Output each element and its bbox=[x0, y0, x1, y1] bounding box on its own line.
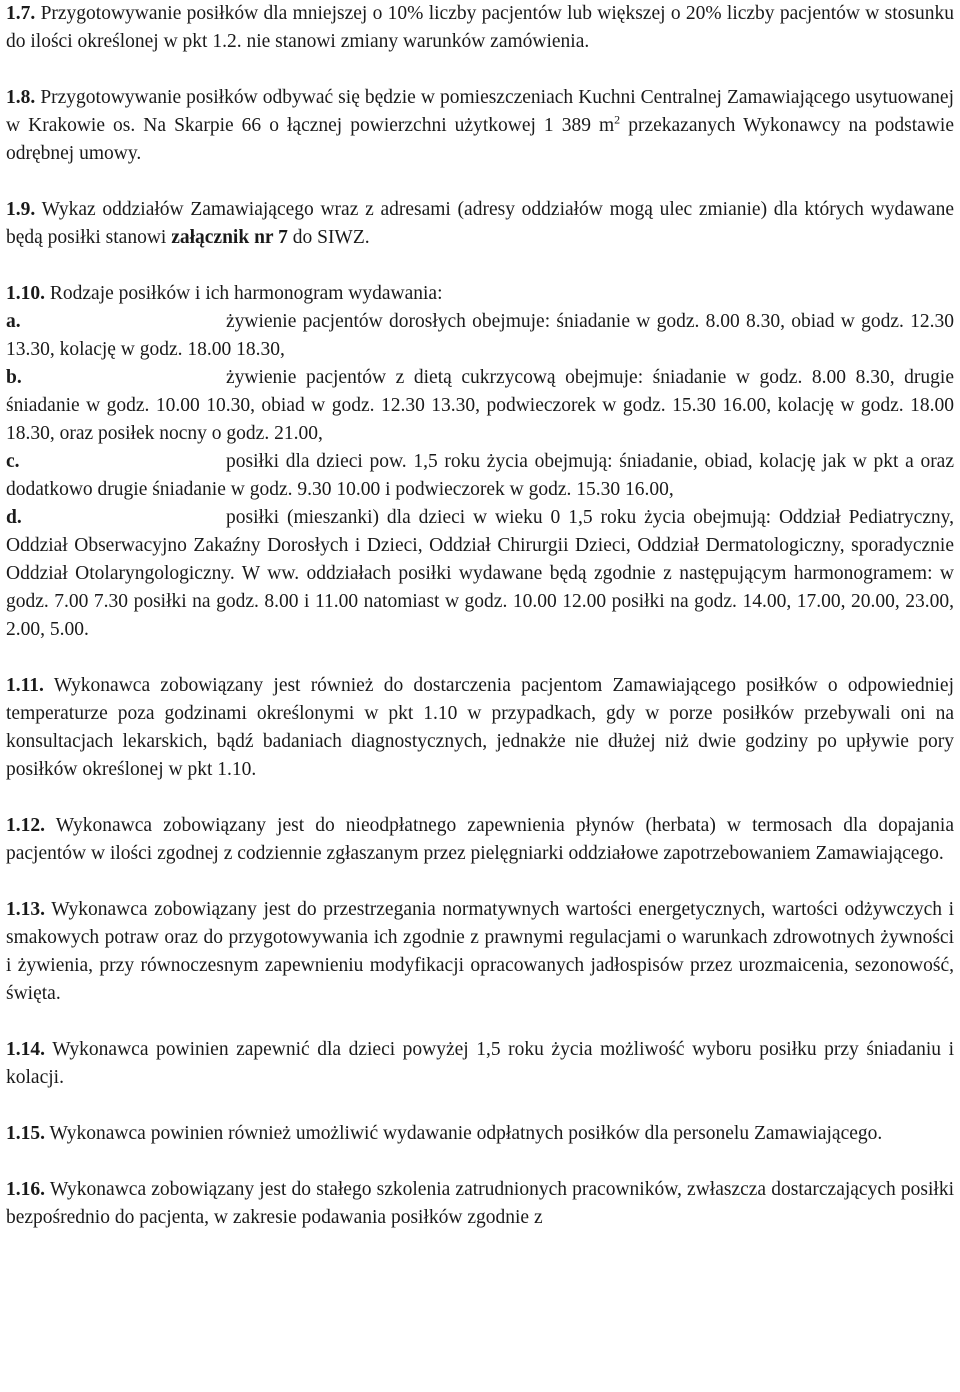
section-text: Rodzaje posiłków i ich harmonogram wydawania: bbox=[49, 283, 443, 304]
section-number: 1.12. bbox=[6, 815, 45, 836]
section-1-16 bbox=[6, 1176, 954, 1232]
document-page bbox=[6, 0, 954, 1232]
list-label: a. bbox=[6, 311, 21, 332]
list-label: d. bbox=[6, 507, 22, 528]
list-label: b. bbox=[6, 367, 22, 388]
section-number: 1.9. bbox=[6, 199, 36, 220]
section-text: Wykonawca zobowiązany jest do przestrzegania normatywnych wartości energetycznych, wartości odżywczych i smakowych potraw oraz do przygotowywania ich zgodnie z prawnymi regulacjami o warunkach zdrowotnych żywności i żywienia, przy równoczesnym zapewnieniu modyfikacji opracowanych jadłospisów przez urozmaicenia, sezonowość, święta. bbox=[6, 899, 954, 1004]
section-number: 1.8. bbox=[6, 87, 36, 108]
section-number: 1.13. bbox=[6, 899, 45, 920]
list-text: żywienie pacjentów dorosłych obejmuje: śniadanie w godz. 8.00 8.30, obiad w godz. 12.30 13.30, kolację w godz. 18.00 18.30, bbox=[6, 311, 954, 360]
section-text-cont: przekazanych Wykonawcy na podstawie odrębnej umowy. bbox=[6, 115, 954, 164]
section-1-7 bbox=[6, 0, 954, 56]
section-number: 1.10. bbox=[6, 283, 45, 304]
section-text: Wykonawca zobowiązany jest do nieodpłatnego zapewnienia płynów (herbata) w termosach dla dopajania pacjentów w ilości zgodnej z codziennie zgłaszanym przez pielęgniarki oddziałowe zapotrzebowaniem Zamawiającego. bbox=[6, 815, 954, 864]
section-1-12 bbox=[6, 812, 954, 868]
section-1-13 bbox=[6, 896, 954, 1008]
section-text: Wykaz oddziałów Zamawiającego wraz z adresami (adresy oddziałów mogą ulec zmianie) dla których wydawane będą posiłki stanowi bbox=[6, 199, 954, 248]
list-item bbox=[6, 448, 954, 504]
section-number: 1.15. bbox=[6, 1123, 45, 1144]
section-text: Przygotowywanie posiłków dla mniejszej o 10% liczby pacjentów lub większej o 20% liczby pacjentów w stosunku do ilości określonej w pkt 1.2. nie stanowi zmiany warunków zamówienia. bbox=[6, 3, 955, 52]
list-text: posiłki (mieszanki) dla dzieci w wieku 0 1,5 roku życia obejmują: Oddział Pediatryczny, Oddział Obserwacyjno Zakaźny Dorosłych i Dzieci, Oddział Chirurgii Dzieci, Oddział Dermatologiczny, sporadycznie Oddział Otolaryngologiczny. W ww. oddziałach posiłki wydawane będą zgodnie z następującym harmonogramem: w godz. 7.00 7.30 posiłki na godz. 8.00 i 11.00 natomiast w godz. 10.00 12.00 posiłki na godz. 14.00, 17.00, 20.00, 23.00, 2.00, 5.00. bbox=[6, 507, 954, 640]
attachment-ref: załącznik nr 7 bbox=[171, 227, 288, 248]
section-number: 1.7. bbox=[6, 3, 36, 24]
section-text: Przygotowywanie posiłków odbywać się będzie w pomieszczeniach Kuchni Centralnej Zamawiającego usytuowanej w Krakowie os. Na Skarpie 66 o łącznej powierzchni użytkowej 1 389 m bbox=[6, 87, 955, 136]
list-label: c. bbox=[6, 451, 20, 472]
section-number: 1.14. bbox=[6, 1039, 45, 1060]
list-text: posiłki dla dzieci pow. 1,5 roku życia obejmują: śniadanie, obiad, kolację jak w pkt a oraz dodatkowo drugie śniadanie w godz. 9.30 10.00 i podwieczorek w godz. 15.30 16.00, bbox=[6, 451, 954, 500]
superscript: 2 bbox=[614, 112, 621, 127]
section-text: Wykonawca zobowiązany jest do stałego szkolenia zatrudnionych pracowników, zwłaszcza dostarczających posiłki bezpośrednio do pacjenta, w zakresie podawania posiłków zgodnie z bbox=[6, 1179, 954, 1228]
section-1-9 bbox=[6, 196, 954, 252]
list-text: żywienie pacjentów z dietą cukrzycową obejmuje: śniadanie w godz. 8.00 8.30, drugie śniadanie w godz. 10.00 10.30, obiad w godz. 12.30 13.30, podwieczorek w godz. 15.30 16.00, kolację w godz. 18.00 18.30, oraz posiłek nocny o godz. 21.00, bbox=[6, 367, 954, 444]
list-item bbox=[6, 308, 954, 364]
section-text-cont: do SIWZ. bbox=[287, 227, 370, 248]
section-text: Wykonawca powinien zapewnić dla dzieci powyżej 1,5 roku życia możliwość wyboru posiłku przy śniadaniu i kolacji. bbox=[6, 1039, 954, 1088]
section-1-14 bbox=[6, 1036, 954, 1092]
section-1-10 bbox=[6, 280, 954, 308]
section-number: 1.16. bbox=[6, 1179, 45, 1200]
section-number: 1.11. bbox=[6, 675, 44, 696]
section-1-15 bbox=[6, 1120, 954, 1148]
section-1-11 bbox=[6, 672, 954, 784]
list-item bbox=[6, 364, 954, 448]
section-text: Wykonawca zobowiązany jest również do dostarczenia pacjentom Zamawiającego posiłków o odpowiedniej temperaturze poza godzinami określonymi w pkt 1.10 w przypadkach, gdy w porze posiłków przebywali oni na konsultacjach lekarskich, bądź badaniach diagnostycznych, jednakże nie dłużej niż dwie godziny po upływie pory posiłków określonej w pkt 1.10. bbox=[6, 675, 954, 780]
section-text: Wykonawca powinien również umożliwić wydawanie odpłatnych posiłków dla personelu Zamawiającego. bbox=[49, 1123, 883, 1144]
list-item bbox=[6, 504, 954, 644]
section-1-8 bbox=[6, 84, 954, 168]
